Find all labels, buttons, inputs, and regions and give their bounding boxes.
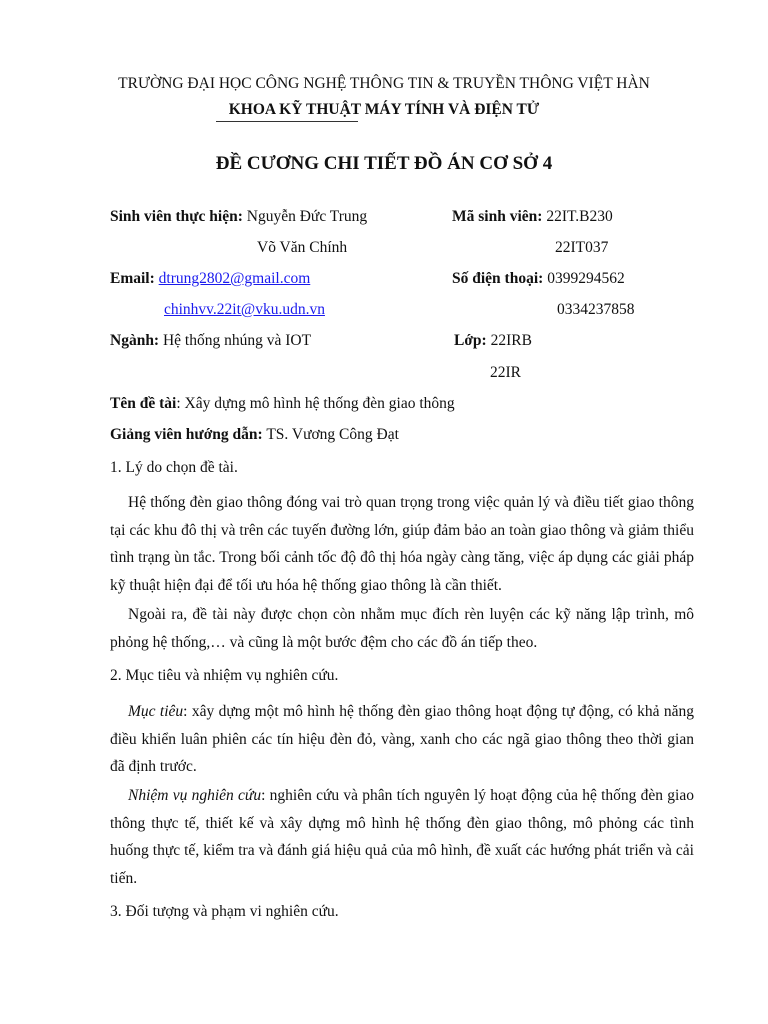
- advisor-row: [110, 426, 399, 444]
- section-2-task-paragraph: [110, 782, 694, 892]
- major-value: Hệ thống nhúng và IOT: [162, 332, 312, 349]
- topic-value: : Xây dựng mô hình hệ thống đèn giao thông: [176, 395, 455, 412]
- email-row: [110, 270, 310, 288]
- major-label: Ngành:: [110, 332, 160, 349]
- student-id-row: [452, 208, 613, 226]
- phone-1: 0399294562: [547, 270, 625, 287]
- section-1-heading: 1. Lý do chọn đề tài.: [110, 459, 238, 476]
- task-text: : nghiên cứu và phân tích nguyên lý hoạt động của hệ thống đèn giao thông thực tế, thiết kế và xây dựng mô hình hệ thống đèn giao thông, mô phỏng các tình huống thực tế, kiểm tra và đánh giá hiệu quả của mô hình, đề xuất các hướng phát triển và cải tiến.: [110, 787, 694, 887]
- faculty-name: KHOA KỸ THUẬT MÁY TÍNH VÀ ĐIỆN TỬ: [228, 101, 540, 118]
- student-2: Võ Văn Chính: [257, 239, 348, 256]
- section-3-heading: 3. Đối tượng và phạm vi nghiên cứu.: [110, 903, 339, 920]
- phone-2: 0334237858: [557, 301, 635, 318]
- class-2: 22IR: [490, 364, 521, 381]
- student-id-label: Mã sinh viên:: [452, 208, 543, 225]
- advisor-value: TS. Vương Công Đạt: [266, 426, 399, 443]
- phone-row: [452, 270, 625, 288]
- email-label: Email:: [110, 270, 155, 287]
- student-1: Nguyễn Đức Trung: [246, 208, 368, 225]
- class-row: [454, 332, 532, 350]
- students-label: Sinh viên thực hiện:: [110, 208, 243, 225]
- section-1-paragraph-1: Hệ thống đèn giao thông đóng vai trò quan trọng trong việc quản lý và điều tiết giao thông tại các khu đô thị và trên các tuyến đường lớn, giúp đảm bảo an toàn giao thông và giảm thiểu tình trạng ùn tắc. Trong bối cảnh tốc độ đô thị hóa ngày càng tăng, việc áp dụng các giải pháp kỹ thuật hiện đại để tối ưu hóa hệ thống giao thông là cần thiết.: [110, 494, 694, 594]
- phone-label: Số điện thoại:: [452, 270, 544, 287]
- document-title: ĐỀ CƯƠNG CHI TIẾT ĐỒ ÁN CƠ SỞ 4: [215, 153, 553, 174]
- goal-label: Mục tiêu: [128, 703, 184, 720]
- topic-row: [110, 395, 455, 413]
- faculty-underline: [216, 121, 358, 122]
- student-id-1: 22IT.B230: [546, 208, 613, 225]
- advisor-label: Giảng viên hướng dẫn:: [110, 426, 263, 443]
- goal-text: : xây dựng một mô hình hệ thống đèn giao thông hoạt động tự động, có khả năng điều khiển luân phiên các tín hiệu đèn đỏ, vàng, xanh cho các ngã giao thông theo thời gian đã định trước.: [110, 703, 694, 775]
- student-id-2: 22IT037: [555, 239, 609, 256]
- students-row: [110, 208, 367, 226]
- task-label: Nhiệm vụ nghiên cứu: [128, 787, 262, 804]
- section-2-heading: 2. Mục tiêu và nhiệm vụ nghiên cứu.: [110, 667, 339, 684]
- class-1: 22IRB: [490, 332, 532, 349]
- section-2-goal-paragraph: [110, 698, 694, 781]
- email-link-2[interactable]: chinhvv.22it@vku.udn.vn: [164, 301, 325, 318]
- class-label: Lớp:: [454, 332, 487, 349]
- university-name: TRƯỜNG ĐẠI HỌC CÔNG NGHỆ THÔNG TIN & TRUYỀN THÔNG VIỆT HÀN: [118, 75, 650, 92]
- major-row: [110, 332, 311, 350]
- section-1-paragraph-2: Ngoài ra, đề tài này được chọn còn nhằm mục đích rèn luyện các kỹ năng lập trình, mô phỏng hệ thống,… và cũng là một bước đệm cho các đồ án tiếp theo.: [110, 606, 694, 651]
- email-link-1[interactable]: dtrung2802@gmail.com: [158, 270, 311, 287]
- topic-label: Tên đề tài: [110, 395, 177, 412]
